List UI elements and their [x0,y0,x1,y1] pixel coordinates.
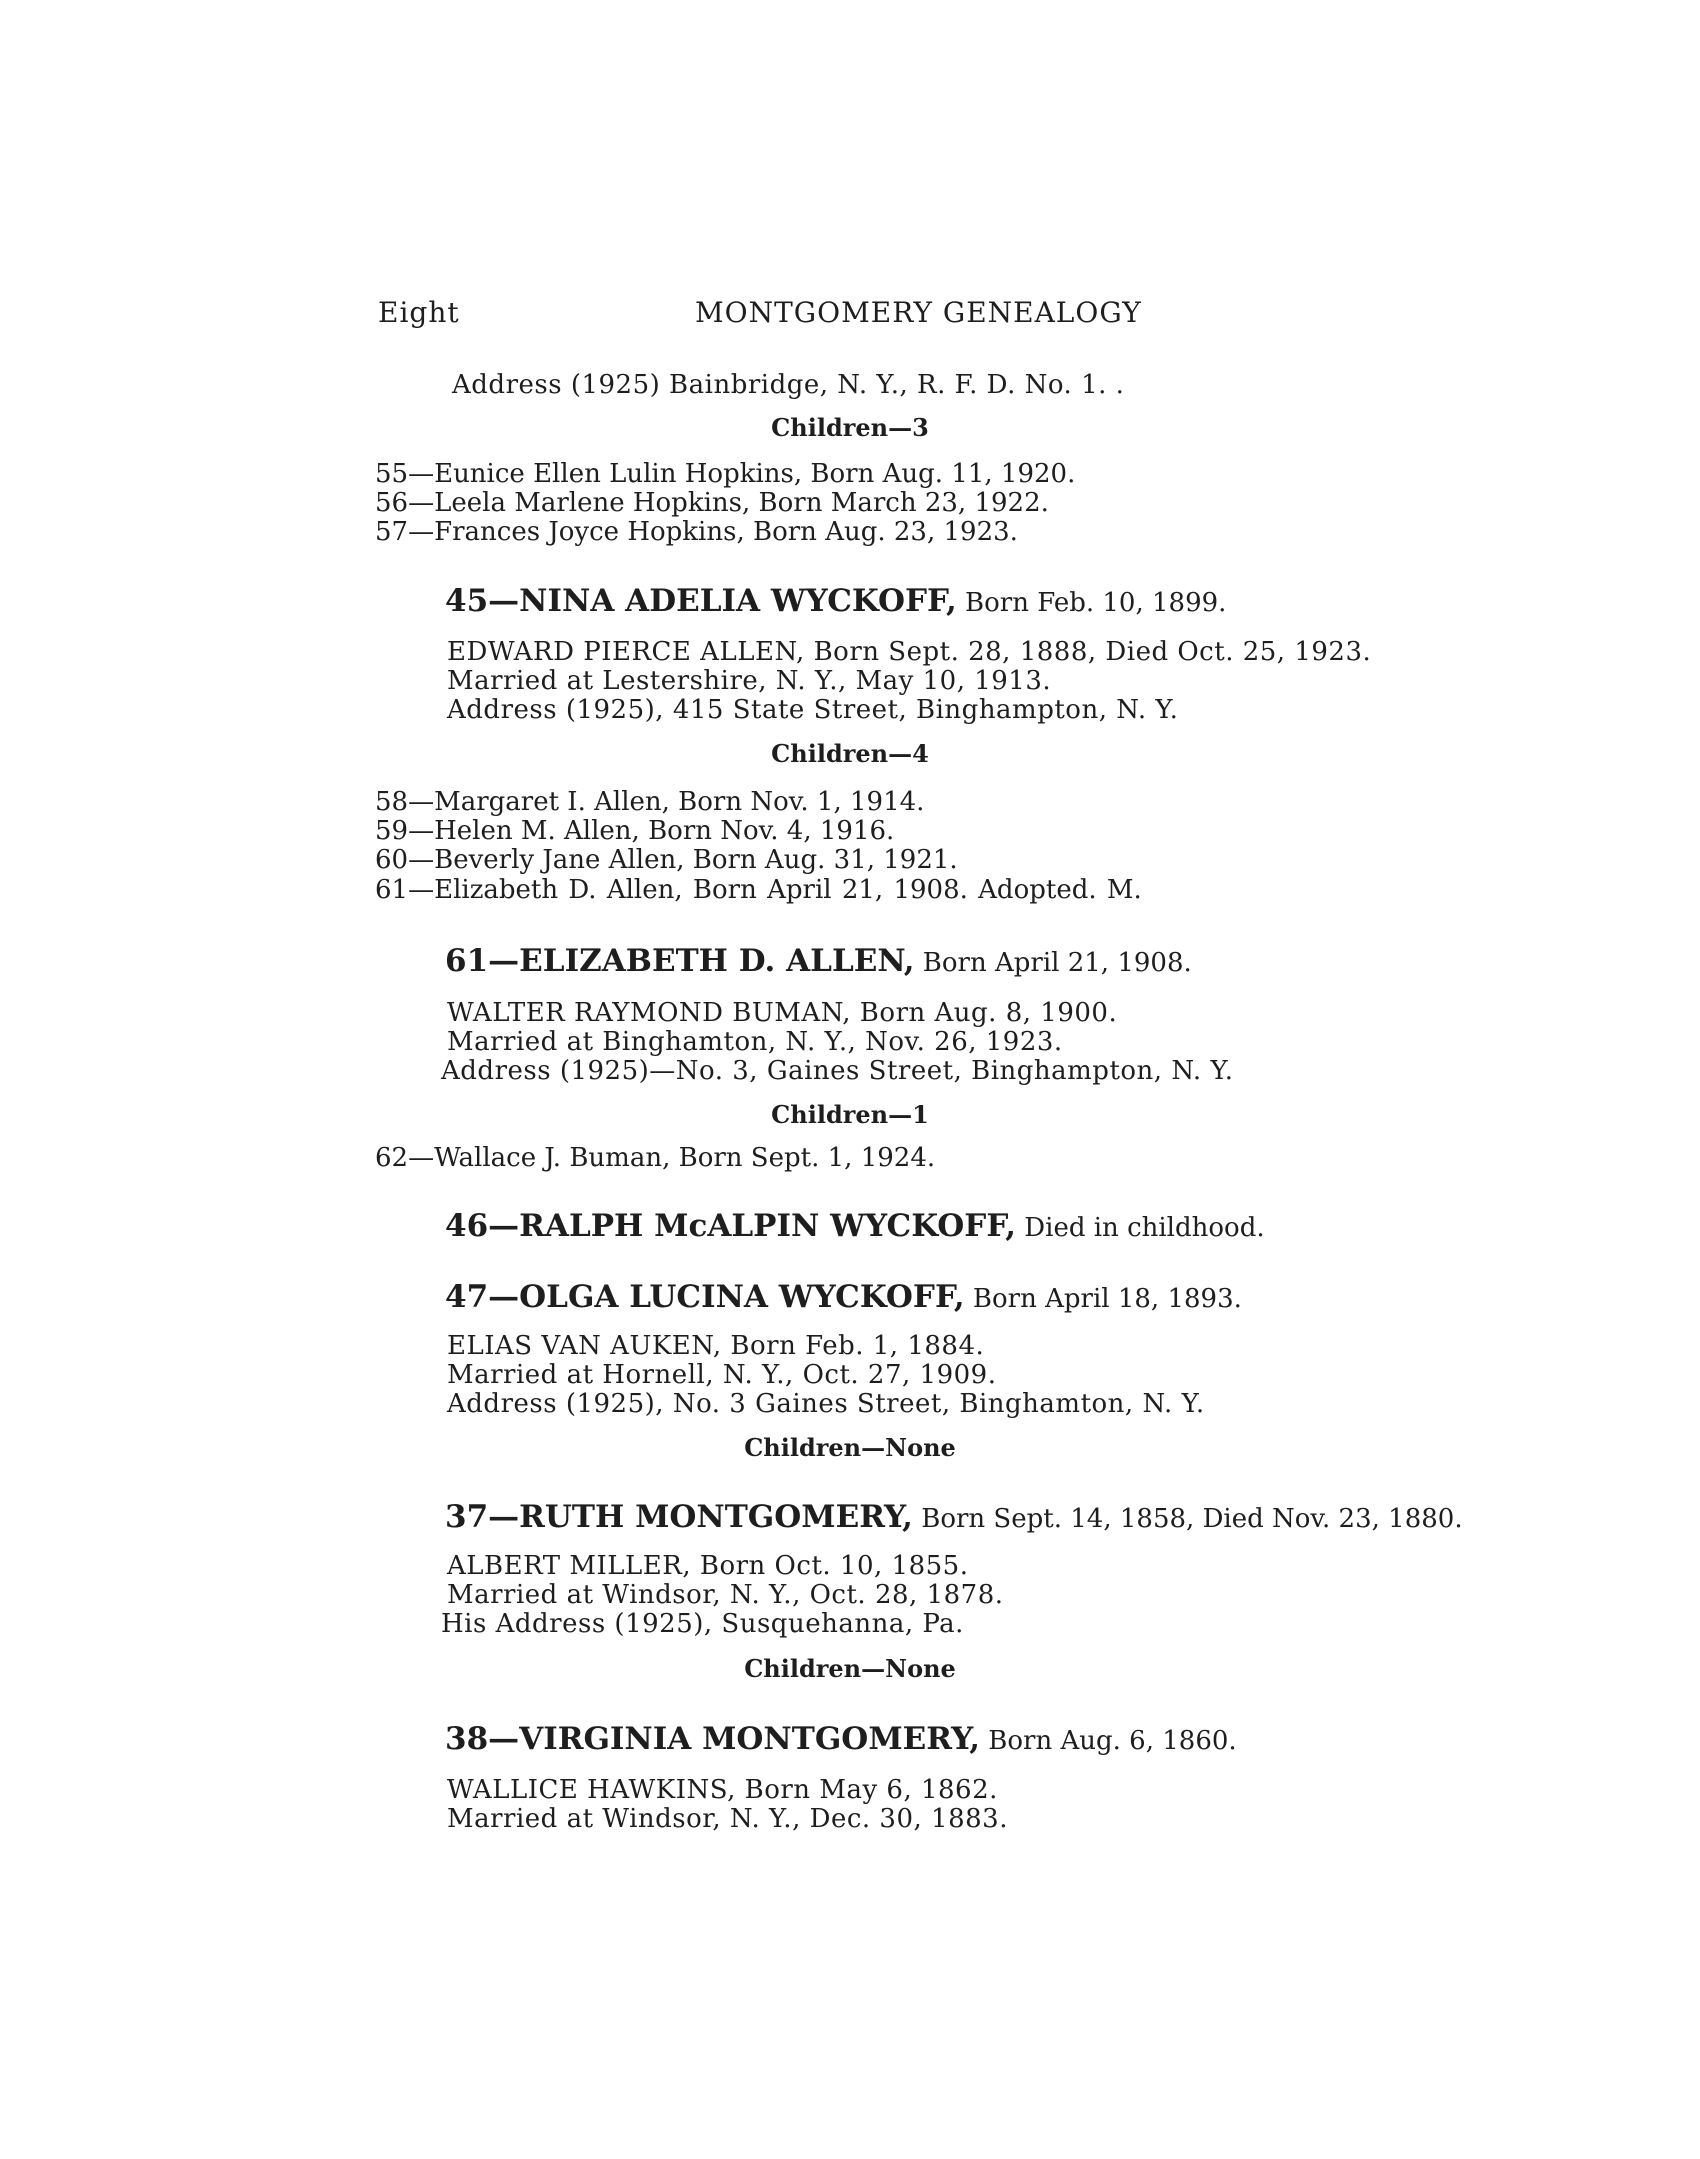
detail-line: Address (1925), 415 State Street, Binghampton, N. Y. [447,695,1179,725]
entry-name: 46—RALPH McALPIN WYCKOFF, [445,1208,1017,1244]
child-line: 57—Frances Joyce Hopkins, Born Aug. 23, 1923. [375,517,1018,547]
entry-name: 61—ELIZABETH D. ALLEN, [445,943,915,979]
running-title: MONTGOMERY GENEALOGY [695,296,1142,329]
entry-info: Born Sept. 14, 1858, Died Nov. 23, 1880. [921,1504,1463,1534]
detail-line: ELIAS VAN AUKEN, Born Feb. 1, 1884. [447,1331,985,1361]
detail-line: Married at Windsor, N. Y., Dec. 30, 1883. [447,1804,1008,1834]
child-line: 58—Margaret I. Allen, Born Nov. 1, 1914. [375,787,925,817]
children-heading: Children—3 [771,413,929,442]
entry-name: 45—NINA ADELIA WYCKOFF, [445,583,957,619]
entry-info: Born Aug. 6, 1860. [988,1726,1237,1756]
entry-name: 37—RUTH MONTGOMERY, [445,1499,913,1535]
entry-info: Born April 21, 1908. [922,948,1192,978]
children-heading: Children—None [744,1433,956,1462]
child-line: 55—Eunice Ellen Lulin Hopkins, Born Aug. 11, 1920. [375,459,1076,489]
detail-line: His Address (1925), Susquehanna, Pa. [441,1609,964,1639]
child-line: 61—Elizabeth D. Allen, Born April 21, 1908. Adopted. M. [375,875,1142,905]
child-line: 59—Helen M. Allen, Born Nov. 4, 1916. [375,816,895,846]
detail-line: Married at Lestershire, N. Y., May 10, 1913. [447,666,1052,696]
entry-info: Died in childhood. [1024,1213,1265,1243]
entry-heading [445,1499,1463,1535]
entry-heading [445,943,1192,979]
children-heading: Children—1 [771,1100,929,1129]
entry-info: Born Feb. 10, 1899. [965,588,1227,618]
entry-heading [445,1279,1242,1315]
detail-line: Address (1925), No. 3 Gaines Street, Binghamton, N. Y. [447,1389,1205,1419]
page-number: Eight [378,296,460,329]
address-line: Address (1925) Bainbridge, N. Y., R. F. D. No. 1. . [452,370,1125,400]
child-line: 56—Leela Marlene Hopkins, Born March 23, 1922. [375,488,1049,518]
entry-heading [445,1721,1237,1757]
entry-name: 38—VIRGINIA MONTGOMERY, [445,1721,980,1757]
entry-info: Born April 18, 1893. [972,1284,1242,1314]
detail-line: Married at Hornell, N. Y., Oct. 27, 1909. [447,1360,997,1390]
children-heading: Children—None [744,1654,956,1683]
detail-line: Married at Windsor, N. Y., Oct. 28, 1878. [447,1580,1004,1610]
entry-name: 47—OLGA LUCINA WYCKOFF, [445,1279,965,1315]
detail-line: EDWARD PIERCE ALLEN, Born Sept. 28, 1888, Died Oct. 25, 1923. [447,637,1372,667]
child-line: 60—Beverly Jane Allen, Born Aug. 31, 1921. [375,845,958,875]
detail-line: Married at Binghamton, N. Y., Nov. 26, 1923. [447,1027,1063,1057]
child-line: 62—Wallace J. Buman, Born Sept. 1, 1924. [375,1143,936,1173]
children-heading: Children—4 [771,739,929,768]
entry-heading [445,1208,1265,1244]
detail-line: WALLICE HAWKINS, Born May 6, 1862. [447,1775,998,1805]
entry-heading [445,583,1227,619]
detail-line: Address (1925)—No. 3, Gaines Street, Binghampton, N. Y. [441,1056,1234,1086]
detail-line: WALTER RAYMOND BUMAN, Born Aug. 8, 1900. [447,998,1118,1028]
detail-line: ALBERT MILLER, Born Oct. 10, 1855. [447,1551,969,1581]
